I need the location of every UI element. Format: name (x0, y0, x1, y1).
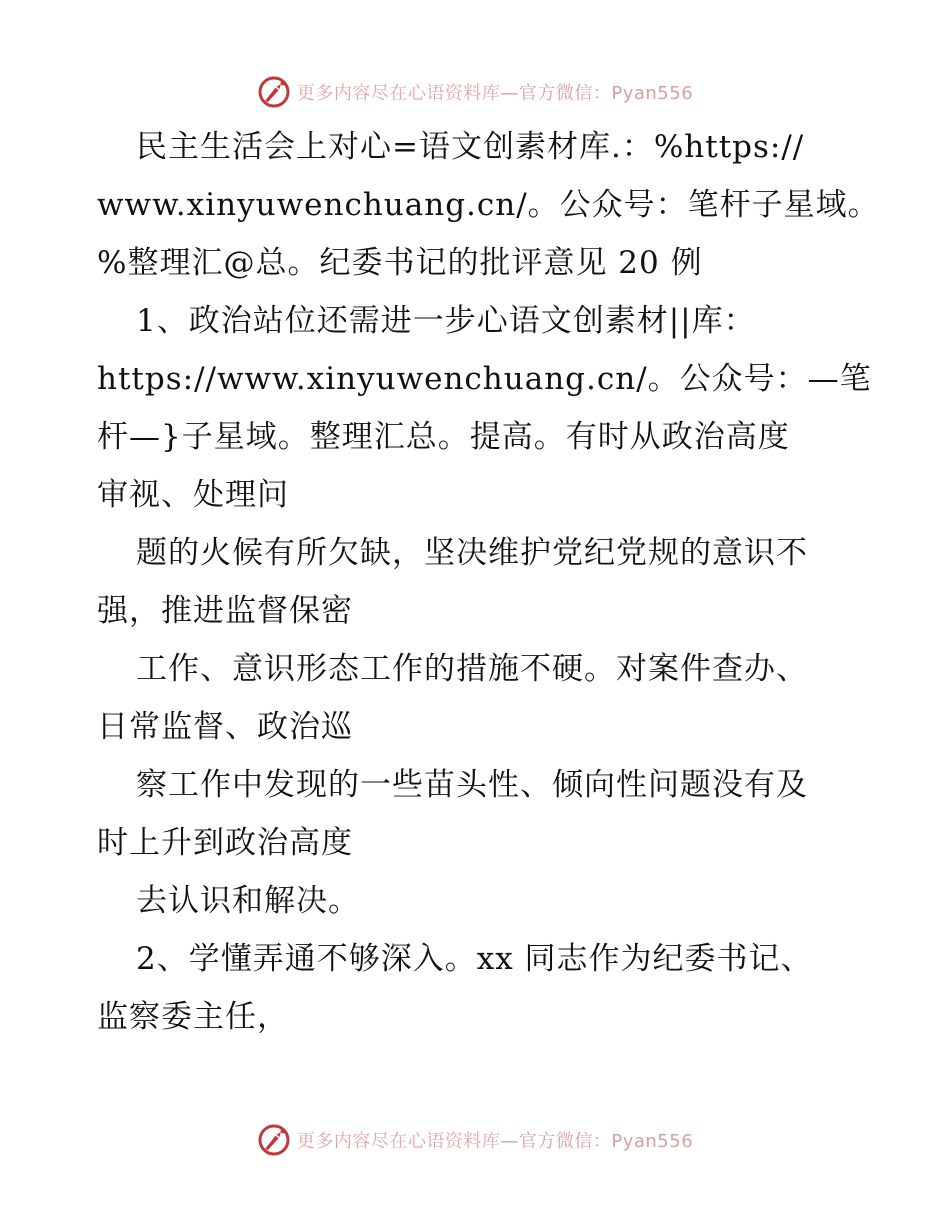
text-line: 1、政治站位还需进一步心语文创素材||库： (136, 303, 756, 339)
text-line: %整理汇@总。纪委书记的批评意见 20 例 (97, 245, 703, 281)
text-line: 审视、处理问 (97, 477, 289, 513)
text-line: 强，推进监督保密 (97, 593, 353, 629)
text-line: 2、学懂弄通不够深入。xx 同志作为纪委书记、 (136, 941, 813, 977)
text-line: 察工作中发现的一些苗头性、倾向性问题没有及 (136, 767, 808, 803)
text-line: 杆—}子星域。整理汇总。提高。有时从政治高度 (97, 419, 790, 455)
text-line: 时上升到政治高度 (97, 825, 353, 861)
banner-text: 更多内容尽在心语资料库—官方微信：Pyan556 (296, 1131, 694, 1152)
pen-nib-logo-icon (257, 75, 291, 109)
text-line: 日常监督、政治巡 (97, 709, 353, 745)
banner-text: 更多内容尽在心语资料库—官方微信：Pyan556 (296, 83, 694, 104)
header-watermark-banner (0, 72, 950, 112)
text-line: https://www.xinyuwenchuang.cn/。公众号：—笔 (97, 361, 872, 397)
text-line: 题的火候有所欠缺，坚决维护党纪党规的意识不 (136, 535, 808, 571)
text-line: 去认识和解决。 (136, 883, 360, 919)
text-line: 监察委主任， (97, 999, 289, 1035)
text-line: 工作、意识形态工作的措施不硬。对案件查办、 (136, 651, 808, 687)
text-line: www.xinyuwenchuang.cn/。公众号：笔杆子星域。 (97, 187, 880, 223)
text-line: 民主生活会上对心=语文创素材库.：%https:// (136, 129, 805, 165)
document-body (97, 118, 880, 1046)
pen-nib-logo-icon (257, 1123, 291, 1157)
footer-watermark-banner (0, 1120, 950, 1160)
